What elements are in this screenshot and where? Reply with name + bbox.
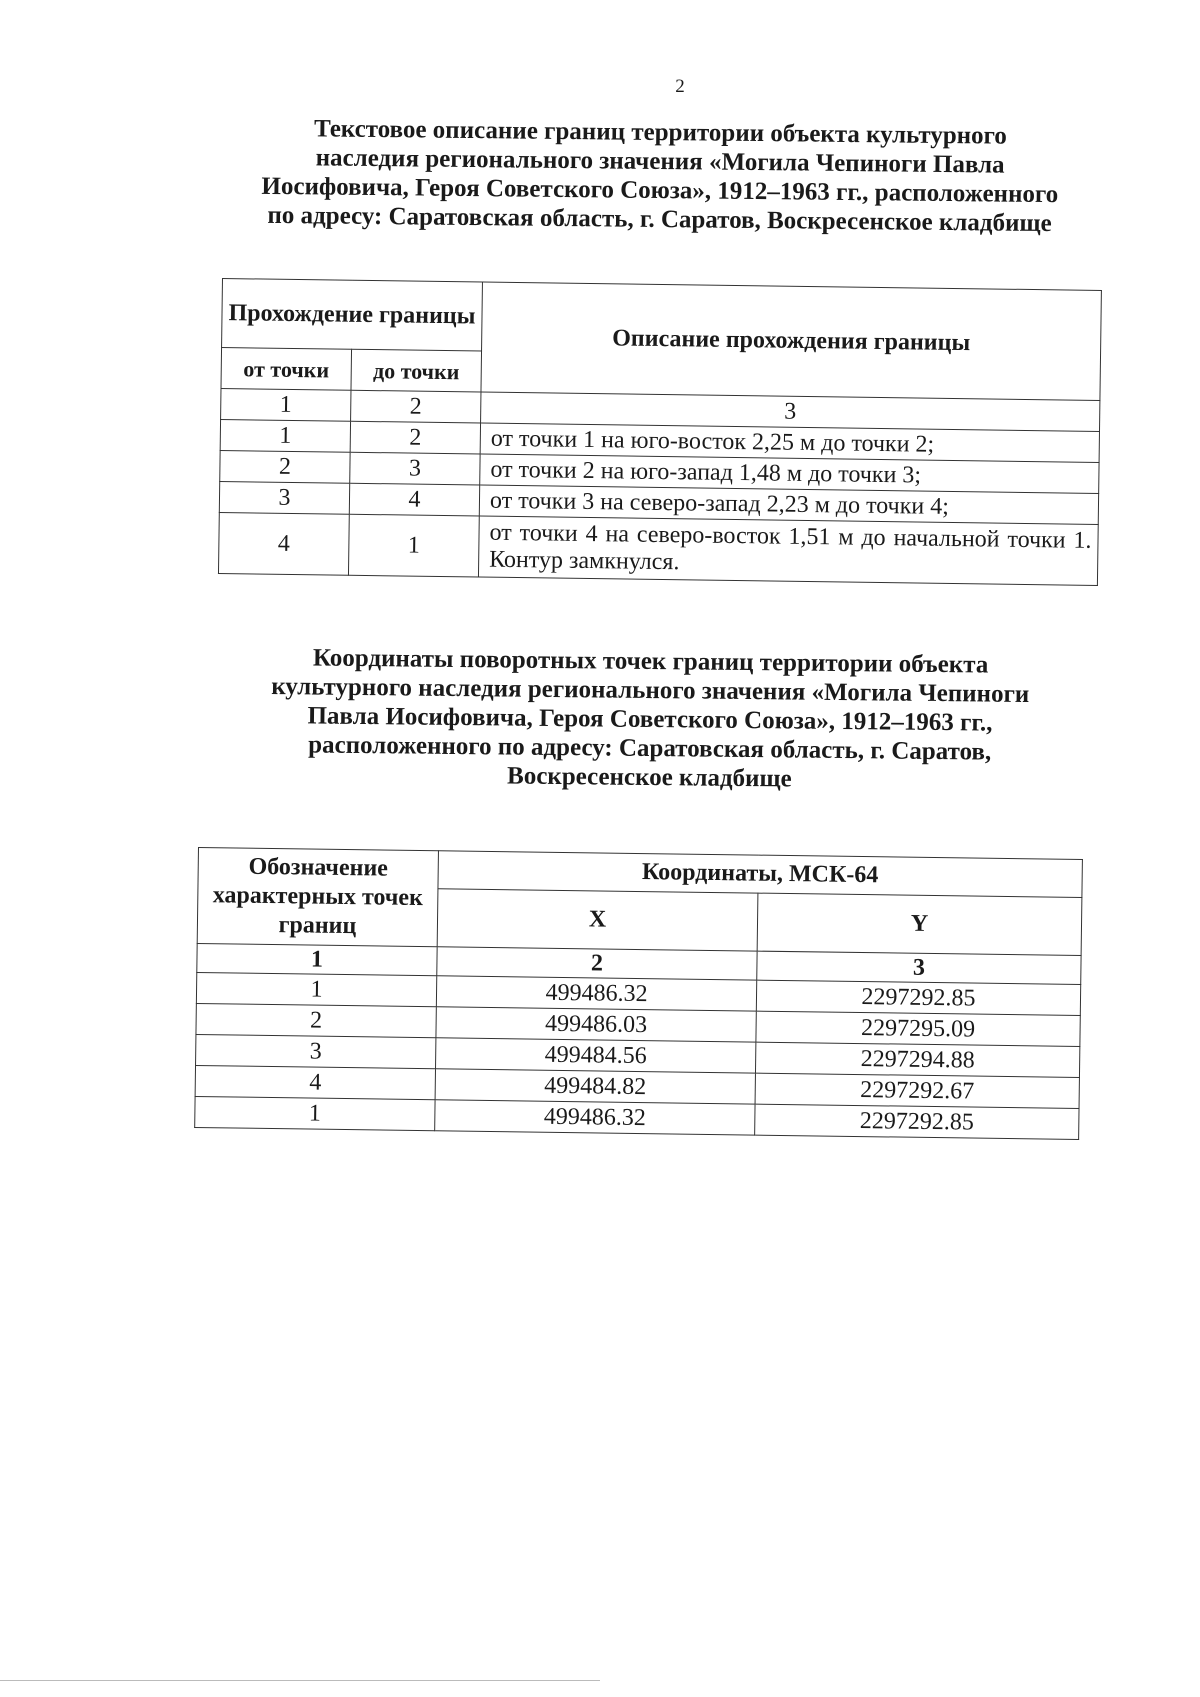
- numbering-cell: 3: [757, 951, 1081, 984]
- y-cell: 2297292.85: [756, 980, 1080, 1015]
- header-x: X: [437, 889, 758, 951]
- header-boundary-passage: Прохождение границы: [222, 279, 483, 352]
- header-y: Y: [757, 893, 1082, 955]
- numbering-cell: 1: [221, 388, 351, 421]
- to-cell: 2: [350, 421, 480, 454]
- to-cell: 4: [349, 483, 479, 516]
- description-cell: от точки 4 на северо-восток 1,51 м до начальной точки 1. Контур замкнулся.: [478, 516, 1098, 585]
- table-row: [218, 512, 1098, 585]
- header-from-point: от точки: [221, 348, 352, 391]
- x-cell: 499484.56: [436, 1038, 756, 1073]
- from-cell: 3: [219, 481, 349, 514]
- x-cell: 499486.32: [435, 1100, 755, 1135]
- from-cell: 4: [218, 512, 349, 575]
- title-line: культурного наследия регионального значения «Могила Чепиноги: [271, 673, 1030, 708]
- y-cell: 2297292.85: [755, 1104, 1079, 1139]
- numbering-cell: 3: [481, 392, 1100, 431]
- description-cell: от точки 1 на юго-восток 2,25 м до точки 2;: [480, 423, 1099, 462]
- title-line: Павла Иосифовича, Героя Советского Союза», 1912–1963 гг.,: [307, 702, 993, 737]
- point-cell: 3: [196, 1034, 436, 1068]
- to-cell: 1: [348, 514, 479, 577]
- x-cell: 499486.32: [436, 976, 756, 1011]
- x-cell: 499484.82: [435, 1069, 755, 1104]
- numbering-cell: 2: [351, 390, 481, 423]
- point-cell: 1: [195, 1096, 435, 1130]
- table-header-row: [198, 848, 1082, 898]
- point-cell: 1: [196, 972, 436, 1006]
- description-cell: от точки 3 на северо-запад 2,23 м до точки 4;: [479, 485, 1098, 524]
- numbering-cell: 2: [437, 947, 757, 980]
- header-point-designation: Обозначение характерных точек границ: [197, 848, 438, 947]
- title-line: расположенного по адресу: Саратовская область, г. Саратов,: [308, 731, 992, 766]
- coordinates-table: [194, 847, 1083, 1140]
- title-line: наследия регионального значения «Могила Чепиноги Павла: [315, 144, 1005, 179]
- to-cell: 3: [350, 452, 480, 485]
- title-line: по адресу: Саратовская область, г. Саратов, Воскресенское кладбище: [267, 201, 1052, 238]
- title-line: Координаты поворотных точек границ территории объекта: [312, 644, 989, 679]
- y-cell: 2297294.88: [755, 1042, 1079, 1077]
- y-cell: 2297292.67: [755, 1073, 1079, 1108]
- header-to-point: до точки: [351, 349, 482, 392]
- title-line: Воскресенское кладбище: [506, 762, 792, 793]
- title-line: Текстовое описание границ территории объекта культурного: [313, 115, 1007, 150]
- table-header-row: [222, 279, 1102, 360]
- title-line: Иосифовича, Героя Советского Союза», 1912–1963 гг., расположенного: [261, 172, 1059, 209]
- numbering-cell: 1: [197, 943, 437, 975]
- scan-edge-line: [0, 1680, 600, 1681]
- from-cell: 1: [220, 419, 350, 452]
- x-cell: 499486.03: [436, 1007, 756, 1042]
- point-cell: 2: [196, 1003, 436, 1037]
- page-number: 2: [675, 76, 685, 97]
- y-cell: 2297295.09: [756, 1011, 1080, 1046]
- header-coordinates: Координаты, МСК-64: [438, 851, 1082, 898]
- boundary-description-title: [189, 113, 1130, 239]
- description-cell: от точки 2 на юго-запад 1,48 м до точки 3;: [480, 454, 1099, 493]
- header-description: Описание прохождения границы: [481, 282, 1101, 400]
- coordinates-title: [199, 642, 1100, 796]
- boundary-description-table: [218, 278, 1102, 586]
- point-cell: 4: [195, 1065, 435, 1099]
- from-cell: 2: [220, 450, 350, 483]
